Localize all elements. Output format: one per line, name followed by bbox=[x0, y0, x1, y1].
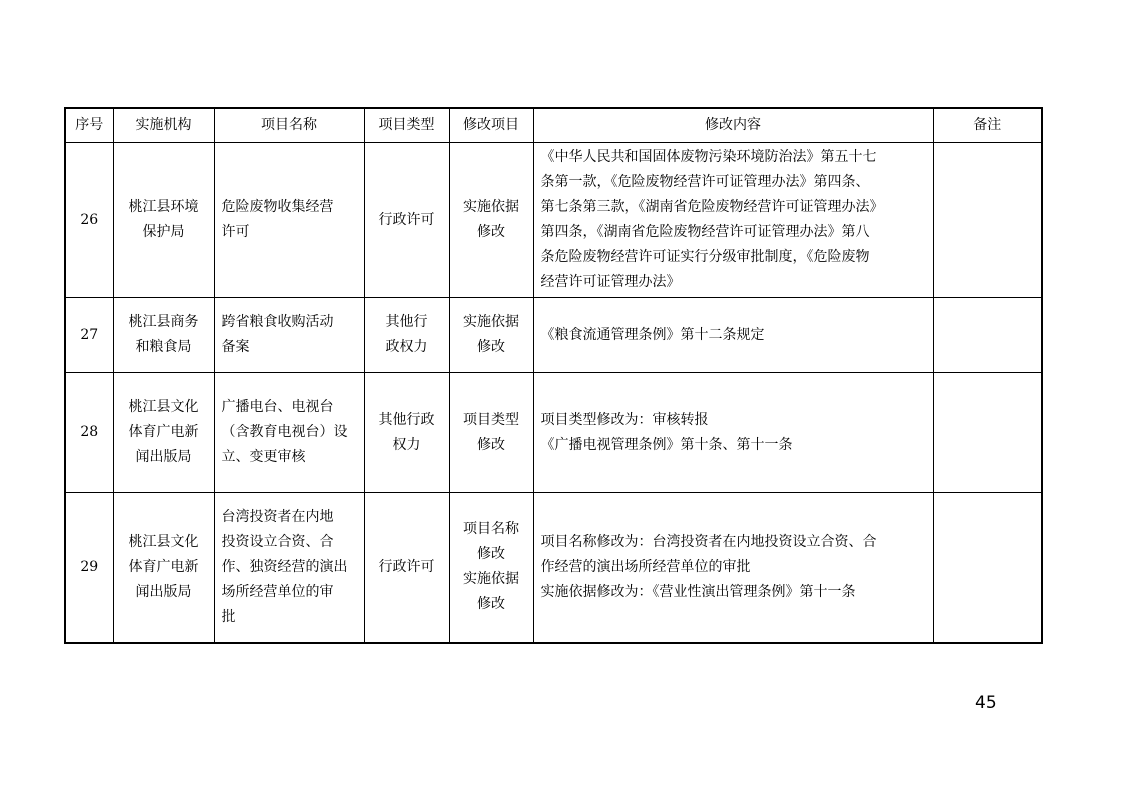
cell-modified-content-line: 第四条，《湖南省危险废物经营许可证管理办法》第八 bbox=[540, 224, 870, 240]
cell-item-name-line: 广播电台、电视台 bbox=[221, 399, 334, 415]
cell-modified-content bbox=[533, 143, 933, 298]
cell-item-name-line: 立、变更审核 bbox=[221, 449, 306, 465]
cell-modified-item bbox=[449, 298, 533, 373]
cell-modified-item-line: 修改 bbox=[477, 436, 505, 453]
cell-modified-content bbox=[533, 298, 933, 373]
cell-index: 26 bbox=[65, 143, 113, 298]
cell-item-name-line: 许可 bbox=[221, 224, 250, 240]
cell-agency-line: 和粮食局 bbox=[135, 339, 192, 355]
cell-note bbox=[933, 143, 1042, 298]
cell-item-type-line: 权力 bbox=[392, 436, 421, 453]
table-row bbox=[65, 373, 1042, 493]
cell-modified-content bbox=[533, 493, 933, 643]
header-index: 序号 bbox=[65, 108, 113, 143]
cell-agency-line: 桃江县商务 bbox=[128, 314, 199, 330]
header-item-name: 项目名称 bbox=[214, 108, 364, 143]
table-row bbox=[65, 143, 1042, 298]
cell-item-name-line: 危险废物收集经营 bbox=[221, 199, 334, 215]
cell-item-name-line: （含教育电视台）设 bbox=[221, 424, 348, 440]
cell-agency bbox=[113, 143, 214, 298]
cell-modified-item-line: 项目名称 bbox=[463, 521, 519, 538]
cell-modified-content-line: 作经营的演出场所经营单位的审批 bbox=[540, 558, 751, 575]
cell-item-name bbox=[214, 143, 364, 298]
cell-note bbox=[933, 373, 1042, 493]
cell-item-name-line: 投资设立合资、合 bbox=[221, 533, 334, 550]
table-row bbox=[65, 298, 1042, 373]
document-table bbox=[64, 107, 1043, 644]
cell-note bbox=[933, 298, 1042, 373]
cell-item-type bbox=[364, 298, 449, 373]
cell-agency-line: 闻出版局 bbox=[135, 449, 192, 465]
cell-item-type-line: 行政许可 bbox=[378, 558, 435, 575]
cell-modified-content bbox=[533, 373, 933, 493]
header-note: 备注 bbox=[933, 108, 1042, 143]
header-modified-item: 修改项目 bbox=[449, 108, 533, 143]
cell-modified-content-line: 实施依据修改为：《营业性演出管理条例》第十一条 bbox=[540, 583, 856, 600]
table-header-row bbox=[65, 108, 1042, 143]
cell-item-type-line: 其他行政 bbox=[378, 411, 435, 428]
table-row bbox=[65, 493, 1042, 643]
cell-modified-content-line: 条危险废物经营许可证实行分级审批制度，《危险废物 bbox=[540, 249, 870, 265]
cell-modified-item-line: 实施依据 bbox=[463, 571, 519, 588]
cell-modified-content-line: 第七条第三款，《湖南省危险废物经营许可证管理办法》 bbox=[540, 199, 884, 215]
cell-item-type-line: 其他行 bbox=[385, 314, 428, 330]
cell-index: 28 bbox=[65, 373, 113, 493]
cell-item-name bbox=[214, 298, 364, 373]
cell-item-type-line: 政权力 bbox=[385, 339, 428, 355]
header-agency: 实施机构 bbox=[113, 108, 214, 143]
cell-agency-line: 保护局 bbox=[142, 224, 185, 240]
cell-modified-item bbox=[449, 143, 533, 298]
header-modified-content: 修改内容 bbox=[533, 108, 933, 143]
cell-agency bbox=[113, 373, 214, 493]
cell-item-name-line: 批 bbox=[221, 608, 236, 625]
cell-agency-line: 桃江县文化 bbox=[128, 399, 199, 415]
cell-modified-item-line: 修改 bbox=[477, 224, 505, 240]
cell-modified-item-line: 项目类型 bbox=[463, 411, 519, 428]
page-number: 45 bbox=[975, 693, 997, 713]
cell-agency-line: 体育广电新 bbox=[128, 424, 199, 440]
cell-item-type bbox=[364, 143, 449, 298]
cell-agency-line: 桃江县环境 bbox=[128, 199, 199, 215]
cell-modified-item-line: 实施依据 bbox=[463, 314, 519, 330]
cell-item-name-line: 作、独资经营的演出 bbox=[221, 558, 348, 575]
cell-agency bbox=[113, 298, 214, 373]
cell-agency-line: 体育广电新 bbox=[128, 558, 199, 575]
cell-modified-content-line: 《广播电视管理条例》第十条、第十一条 bbox=[540, 436, 793, 453]
cell-modified-content-line: 条第一款，《危险废物经营许可证管理办法》第四条、 bbox=[540, 174, 870, 190]
cell-item-name-line: 场所经营单位的审 bbox=[221, 583, 334, 600]
cell-item-type bbox=[364, 373, 449, 493]
cell-modified-content-line: 项目类型修改为：审核转报 bbox=[540, 411, 709, 428]
cell-modified-item bbox=[449, 373, 533, 493]
cell-item-name bbox=[214, 493, 364, 643]
cell-item-type bbox=[364, 493, 449, 643]
cell-modified-item-line: 实施依据 bbox=[463, 199, 519, 215]
cell-item-name-line: 台湾投资者在内地 bbox=[221, 508, 334, 525]
cell-item-name bbox=[214, 373, 364, 493]
cell-item-name-line: 跨省粮食收购活动 bbox=[221, 314, 334, 330]
cell-index: 27 bbox=[65, 298, 113, 373]
cell-agency bbox=[113, 493, 214, 643]
cell-modified-content-line: 《粮食流通管理条例》第十二条规定 bbox=[540, 326, 765, 343]
cell-agency-line: 桃江县文化 bbox=[128, 533, 199, 550]
cell-note bbox=[933, 493, 1042, 643]
cell-modified-content-line: 经营许可证管理办法》 bbox=[540, 274, 681, 290]
cell-index: 29 bbox=[65, 493, 113, 643]
header-item-type: 项目类型 bbox=[364, 108, 449, 143]
cell-modified-content-line: 项目名称修改为：台湾投资者在内地投资设立合资、合 bbox=[540, 533, 877, 550]
cell-modified-item-line: 修改 bbox=[477, 546, 505, 563]
cell-modified-content-line: 《中华人民共和国固体废物污染环境防治法》第五十七 bbox=[540, 149, 877, 165]
cell-item-name-line: 备案 bbox=[221, 339, 250, 355]
cell-agency-line: 闻出版局 bbox=[135, 583, 192, 600]
table-body bbox=[65, 143, 1042, 643]
cell-modified-item-line: 修改 bbox=[477, 596, 505, 613]
cell-modified-item bbox=[449, 493, 533, 643]
cell-item-type-line: 行政许可 bbox=[378, 211, 435, 228]
cell-modified-item-line: 修改 bbox=[477, 339, 505, 355]
